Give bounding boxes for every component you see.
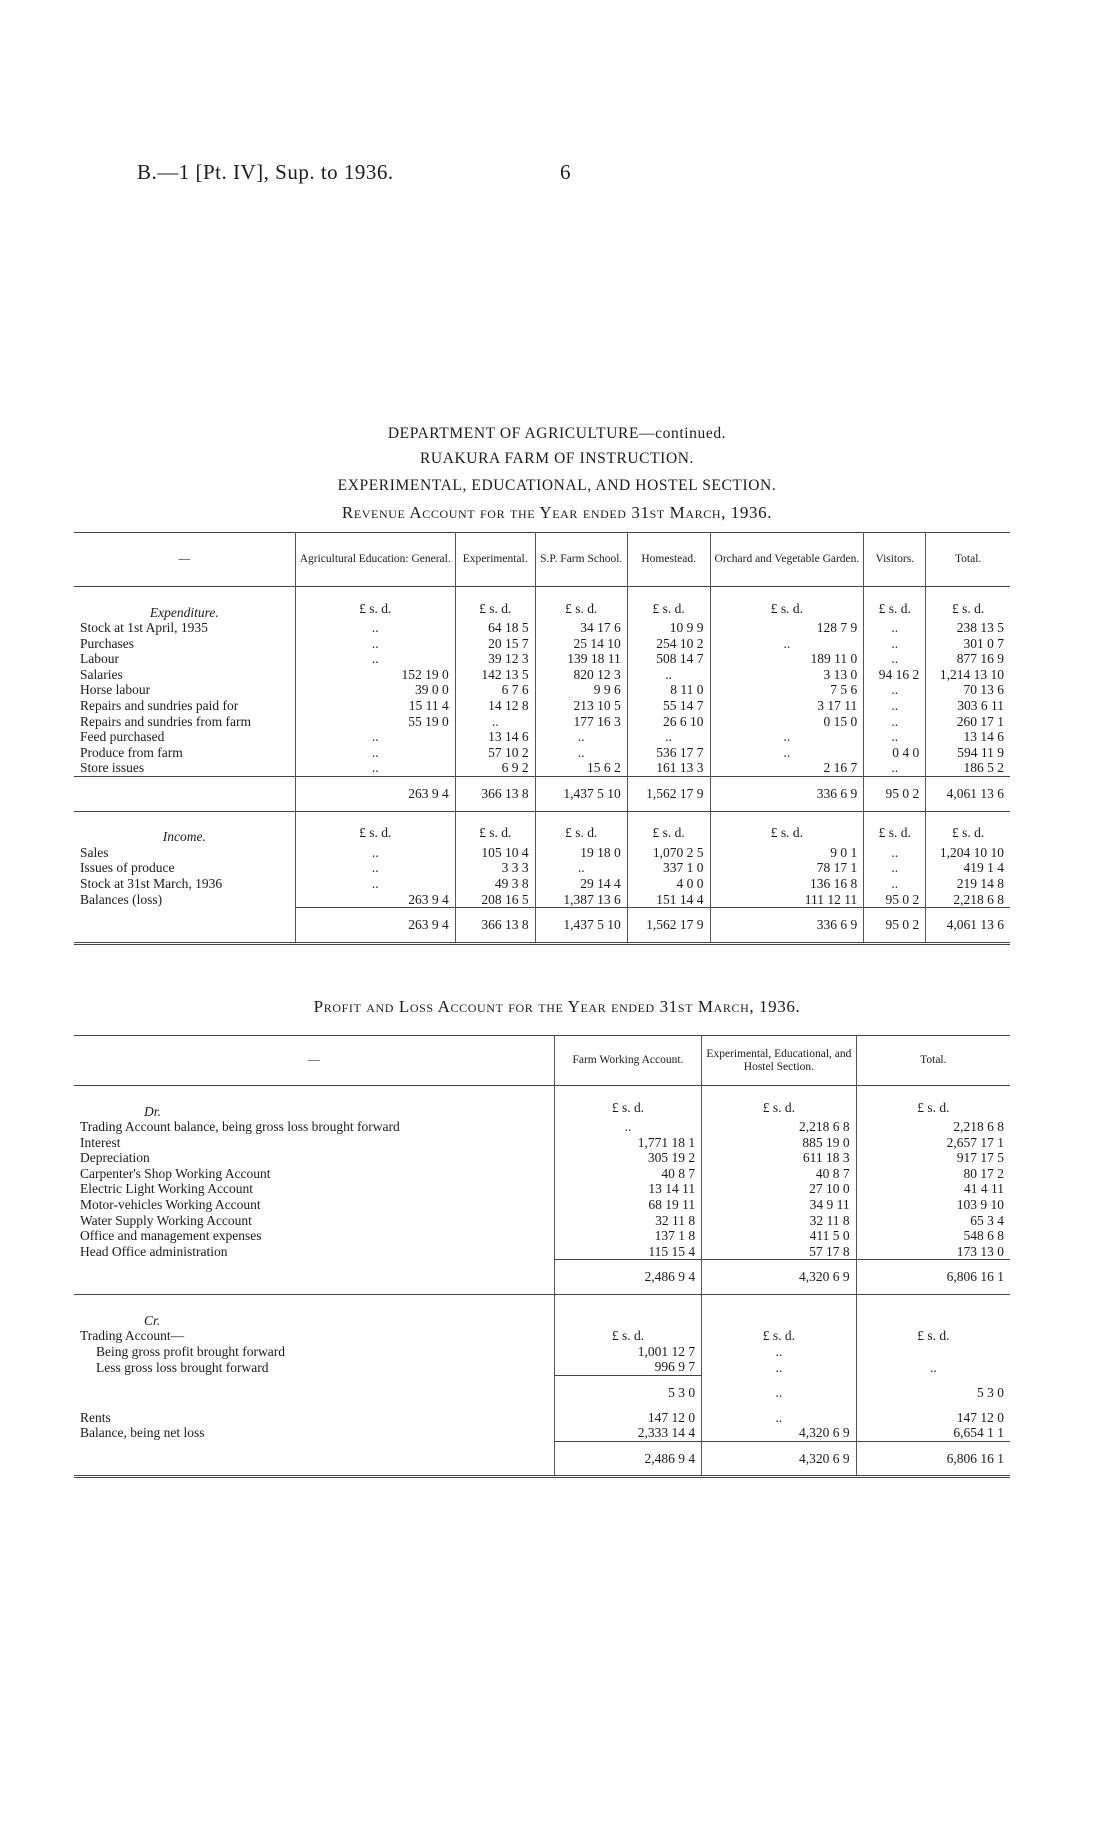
total-cell: 1,562 17 9 [627,777,710,812]
cr-label: Cr. [144,1312,161,1328]
amount-cell: 9 9 6 [535,682,627,698]
amount-cell: .. [535,729,627,745]
amount-cell: 78 17 1 [710,860,864,876]
row-label: Head Office administration [80,1244,228,1260]
amount-cell: 94 16 2 [864,667,926,683]
amount-cell: .. [295,729,455,745]
amount-cell: 2,218 6 8 [702,1119,856,1135]
amount-cell: 254 10 2 [627,636,710,652]
total-cell: 2,486 9 4 [554,1260,701,1295]
amount-cell: 39 0 0 [295,682,455,698]
amount-cell: 186 5 2 [926,760,1010,776]
column-header-total: Total. [926,533,1010,587]
amount-cell: 152 19 0 [295,667,455,683]
amount-cell: 57 17 8 [702,1244,856,1260]
total-cell: 6,806 16 1 [856,1260,1010,1295]
total-cell: 336 6 9 [710,777,864,812]
amount-cell: .. [295,651,455,667]
amount-cell: 95 0 2 [864,892,926,908]
cr-rows [74,1410,1010,1442]
amount-cell: 2 16 7 [710,760,864,776]
row-label: Horse labour [80,682,151,698]
amount-cell: 40 8 7 [554,1166,701,1182]
amount-cell: 80 17 2 [856,1166,1010,1182]
section-title: EXPERIMENTAL, EDUCATIONAL, AND HOSTEL SECTION. [337,477,777,494]
amount-cell: 136 16 8 [710,876,864,892]
amount-cell: 115 15 4 [554,1244,701,1260]
row-label: Balance, being net loss [80,1425,205,1441]
amount-cell: .. [295,745,455,761]
amount-cell: 8 11 0 [627,682,710,698]
amount-cell: .. [702,1410,856,1426]
units-label: £ s. d. [856,1328,1010,1344]
income-rows [74,845,1010,908]
income-heading-row [74,821,1010,845]
amount-cell: 103 9 10 [856,1197,1010,1213]
column-header-total: Total. [856,1036,1010,1086]
table-row [74,1244,1010,1260]
amount-cell: .. [295,845,455,861]
amount-cell: 594 11 9 [926,745,1010,761]
total-cell: 4,320 6 9 [702,1260,856,1295]
total-cell: 263 9 4 [295,908,455,944]
amount-cell: .. [455,714,535,730]
amount-cell: .. [295,860,455,876]
amount-cell: 2,333 14 4 [554,1425,701,1441]
amount-cell: 820 12 3 [535,667,627,683]
table-row [74,651,1010,667]
units-label: £ s. d. [856,1096,1010,1120]
amount-cell: .. [864,636,926,652]
amount-cell: 189 11 0 [710,651,864,667]
table-row [74,745,1010,761]
amount-cell: 142 13 5 [455,667,535,683]
amount-cell: 39 12 3 [455,651,535,667]
row-label: Depreciation [80,1150,150,1166]
table-row [74,1197,1010,1213]
farm-title: RUAKURA FARM OF INSTRUCTION. [419,450,695,467]
amount-cell: .. [864,651,926,667]
amount-cell: 147 12 0 [554,1410,701,1426]
amount-cell: .. [702,1359,856,1375]
amount-cell: 1,204 10 10 [926,845,1010,861]
table-row [74,1410,1010,1426]
net-cell: 5 3 0 [554,1375,701,1409]
profit-loss-table [74,1035,1010,1478]
row-label: Being gross profit brought forward [96,1343,285,1359]
amount-cell: .. [864,729,926,745]
table-row [74,667,1010,683]
amount-cell: .. [535,860,627,876]
amount-cell: .. [710,729,864,745]
row-label: Electric Light Working Account [80,1181,253,1197]
amount-cell: .. [627,667,710,683]
amount-cell: 177 16 3 [535,714,627,730]
amount-cell: .. [702,1344,856,1360]
amount-cell: .. [535,745,627,761]
amount-cell: 55 19 0 [295,714,455,730]
amount-cell: 6,654 1 1 [856,1425,1010,1441]
amount-cell: 508 14 7 [627,651,710,667]
column-header-agricultural-education: Agricultural Education: General. [295,533,455,587]
amount-cell: 20 15 7 [455,636,535,652]
total-cell: 1,562 17 9 [627,908,710,944]
amount-cell: 877 16 9 [926,651,1010,667]
amount-cell: .. [295,760,455,776]
units-label: £ s. d. [535,597,627,621]
row-label: Issues of produce [80,860,175,876]
row-label: Produce from farm [80,744,183,760]
dr-heading-row [74,1096,1010,1120]
units-label: £ s. d. [864,597,926,621]
units-label: £ s. d. [926,597,1010,621]
amount-cell: 3 13 0 [710,667,864,683]
row-label: Repairs and sundries paid for [80,698,239,714]
total-cell: 1,437 5 10 [535,777,627,812]
units-label: £ s. d. [702,1328,856,1344]
income-total-row [74,908,1010,944]
table-row [74,620,1010,636]
amount-cell: .. [710,745,864,761]
column-header-orchard-garden: Orchard and Vegetable Garden. [710,533,864,587]
amount-cell: 208 16 5 [455,892,535,908]
amount-cell: 128 7 9 [710,620,864,636]
table-row [74,1135,1010,1151]
income-label: Income. [162,829,206,845]
profit-loss-header [74,1036,1010,1086]
total-cell: 95 0 2 [864,908,926,944]
units-label: £ s. d. [926,821,1010,845]
amount-cell: 173 13 0 [856,1244,1010,1260]
amount-cell: 105 10 4 [455,845,535,861]
units-label: £ s. d. [627,821,710,845]
amount-cell: 411 5 0 [702,1228,856,1244]
amount-cell: 65 3 4 [856,1213,1010,1229]
amount-cell: 301 0 7 [926,636,1010,652]
amount-cell: 13 14 6 [926,729,1010,745]
row-label: Sales [80,844,109,860]
row-label: Interest [80,1134,121,1150]
table-row [74,714,1010,730]
units-label: £ s. d. [455,821,535,845]
table-row [74,1150,1010,1166]
cr-label-row [74,1305,1010,1329]
amount-cell: .. [295,636,455,652]
column-header-blank: — [308,1054,320,1067]
units-label: £ s. d. [702,1096,856,1120]
amount-cell: 917 17 5 [856,1150,1010,1166]
amount-cell: 1,070 2 5 [627,845,710,861]
table-row [74,1344,1010,1360]
column-header-sp-farm-school: S.P. Farm School. [535,533,627,587]
column-header-farm-working: Farm Working Account. [554,1036,701,1086]
amount-cell: 263 9 4 [295,892,455,908]
amount-cell [856,1344,1010,1360]
row-label: Stock at 31st March, 1936 [80,875,223,891]
amount-cell: 548 6 8 [856,1228,1010,1244]
column-header-visitors: Visitors. [864,533,926,587]
total-cell: 263 9 4 [295,777,455,812]
column-header-experimental-section: Experimental, Educational, and Hostel Section. [702,1036,856,1086]
amount-cell: 536 17 7 [627,745,710,761]
table-row [74,636,1010,652]
amount-cell: 1,214 13 10 [926,667,1010,683]
total-cell: 366 13 8 [455,908,535,944]
amount-cell: 55 14 7 [627,698,710,714]
table-row [74,876,1010,892]
total-cell: 95 0 2 [864,777,926,812]
amount-cell: 305 19 2 [554,1150,701,1166]
amount-cell: 161 13 3 [627,760,710,776]
table-row [74,682,1010,698]
row-label: Purchases [80,635,134,651]
amount-cell: .. [864,682,926,698]
dr-total-row [74,1260,1010,1295]
amount-cell: 40 8 7 [702,1166,856,1182]
amount-cell: 6 9 2 [455,760,535,776]
profit-loss-title: Profit and Loss Account for the Year ended 31st March, 1936. [313,997,801,1016]
units-label: £ s. d. [710,821,864,845]
table-row [74,1425,1010,1441]
row-label: Stock at 1st April, 1935 [80,620,208,636]
total-cell: 6,806 16 1 [856,1441,1010,1477]
column-header-blank: — [178,553,191,566]
table-row [74,1181,1010,1197]
amount-cell: 19 18 0 [535,845,627,861]
amount-cell: 0 4 0 [864,745,926,761]
row-label: Labour [80,651,119,667]
amount-cell: .. [627,729,710,745]
amount-cell: 3 3 3 [455,860,535,876]
expenditure-heading-row [74,597,1010,621]
revenue-table-header [74,533,1010,587]
total-cell: 336 6 9 [710,908,864,944]
amount-cell: 14 12 8 [455,698,535,714]
amount-cell: 41 4 11 [856,1181,1010,1197]
total-cell: 4,061 13 6 [926,777,1010,812]
amount-cell: 57 10 2 [455,745,535,761]
table-row [74,1213,1010,1229]
table-row [74,1228,1010,1244]
total-cell: 4,061 13 6 [926,908,1010,944]
amount-cell: 13 14 6 [455,729,535,745]
amount-cell: 7 5 6 [710,682,864,698]
table-row [74,892,1010,908]
amount-cell: 337 1 0 [627,860,710,876]
amount-cell: 4 0 0 [627,876,710,892]
table-row [74,698,1010,714]
amount-cell: .. [864,760,926,776]
amount-cell: .. [864,860,926,876]
amount-cell: 70 13 6 [926,682,1010,698]
amount-cell: .. [864,876,926,892]
amount-cell: 32 11 8 [554,1213,701,1229]
amount-cell: 1,001 12 7 [554,1344,701,1360]
amount-cell: 29 14 4 [535,876,627,892]
amount-cell: 139 18 11 [535,651,627,667]
revenue-account-table [74,532,1010,945]
amount-cell: .. [864,698,926,714]
table-row [74,1166,1010,1182]
row-label: Motor-vehicles Working Account [80,1197,261,1213]
table-row [74,729,1010,745]
amount-cell: 611 18 3 [702,1150,856,1166]
amount-cell: .. [295,620,455,636]
dr-rows [74,1119,1010,1260]
row-label: Trading Account balance, being gross loss brought forward [80,1119,400,1135]
amount-cell: .. [864,714,926,730]
row-label: Carpenter's Shop Working Account [80,1165,271,1181]
cr-sub-rows [74,1344,1010,1376]
amount-cell: 151 14 4 [627,892,710,908]
amount-cell: .. [295,876,455,892]
page-number: 6 [560,160,571,184]
amount-cell: 260 17 1 [926,714,1010,730]
cr-net-row [74,1375,1010,1409]
units-label: £ s. d. [554,1328,701,1344]
amount-cell: 996 9 7 [554,1359,701,1375]
department-title: DEPARTMENT OF AGRICULTURE—continued. [387,425,727,442]
amount-cell: 25 14 10 [535,636,627,652]
amount-cell: 213 10 5 [535,698,627,714]
amount-cell: 885 19 0 [702,1135,856,1151]
amount-cell: 49 3 8 [455,876,535,892]
amount-cell: .. [554,1119,701,1135]
amount-cell: .. [864,620,926,636]
amount-cell: 68 19 11 [554,1197,701,1213]
running-header: B.—1 [Pt. IV], Sup. to 1936. [137,160,394,184]
row-label: Store issues [80,760,145,776]
amount-cell: .. [710,636,864,652]
row-label: Less gross loss brought forward [96,1359,269,1375]
revenue-account-title: Revenue Account for the Year ended 31st March, 1936. [341,503,773,522]
amount-cell: 15 11 4 [295,698,455,714]
row-label: Repairs and sundries from farm [80,713,251,729]
row-label: Water Supply Working Account [80,1212,252,1228]
total-cell: 1,437 5 10 [535,908,627,944]
amount-cell: 34 17 6 [535,620,627,636]
amount-cell: 64 18 5 [455,620,535,636]
amount-cell: .. [856,1359,1010,1375]
amount-cell: 137 1 8 [554,1228,701,1244]
amount-cell: 111 12 11 [710,892,864,908]
total-cell: 4,320 6 9 [702,1441,856,1477]
table-row [74,760,1010,776]
cr-heading: Trading Account— [80,1328,185,1344]
amount-cell: 0 15 0 [710,714,864,730]
units-label: £ s. d. [710,597,864,621]
amount-cell: 9 0 1 [710,845,864,861]
amount-cell: 2,657 17 1 [856,1135,1010,1151]
amount-cell: 419 1 4 [926,860,1010,876]
units-label: £ s. d. [627,597,710,621]
expenditure-rows [74,620,1010,776]
table-row [74,845,1010,861]
units-label: £ s. d. [295,597,455,621]
amount-cell: 6 7 6 [455,682,535,698]
amount-cell: 27 10 0 [702,1181,856,1197]
expenditure-total-row [74,777,1010,812]
row-label: Feed purchased [80,729,165,745]
amount-cell: .. [864,845,926,861]
expenditure-label: Expenditure. [149,604,219,620]
table-row [74,860,1010,876]
units-label: £ s. d. [535,821,627,845]
dr-label: Dr. [144,1103,161,1119]
units-label: £ s. d. [554,1096,701,1120]
net-cell: 5 3 0 [856,1375,1010,1409]
table-row [74,1359,1010,1375]
net-cell: .. [702,1375,856,1409]
cr-heading-row [74,1328,1010,1344]
amount-cell: 147 12 0 [856,1410,1010,1426]
amount-cell: 2,218 6 8 [856,1119,1010,1135]
units-label: £ s. d. [455,597,535,621]
amount-cell: 32 11 8 [702,1213,856,1229]
amount-cell: 15 6 2 [535,760,627,776]
amount-cell: 3 17 11 [710,698,864,714]
column-header-homestead: Homestead. [627,533,710,587]
amount-cell: 2,218 6 8 [926,892,1010,908]
row-label: Office and management expenses [80,1228,262,1244]
table-row [74,1119,1010,1135]
amount-cell: 219 14 8 [926,876,1010,892]
units-label: £ s. d. [295,821,455,845]
column-header-experimental: Experimental. [455,533,535,587]
row-label: Salaries [80,666,123,682]
amount-cell: 4,320 6 9 [702,1425,856,1441]
amount-cell: 10 9 9 [627,620,710,636]
units-label: £ s. d. [864,821,926,845]
total-cell: 366 13 8 [455,777,535,812]
total-cell: 2,486 9 4 [554,1441,701,1477]
amount-cell: 238 13 5 [926,620,1010,636]
cr-total-row [74,1441,1010,1477]
amount-cell: 303 6 11 [926,698,1010,714]
amount-cell: 1,387 13 6 [535,892,627,908]
amount-cell: 1,771 18 1 [554,1135,701,1151]
row-label: Balances (loss) [80,891,163,907]
amount-cell: 26 6 10 [627,714,710,730]
amount-cell: 13 14 11 [554,1181,701,1197]
amount-cell: 34 9 11 [702,1197,856,1213]
row-label: Rents [80,1409,111,1425]
